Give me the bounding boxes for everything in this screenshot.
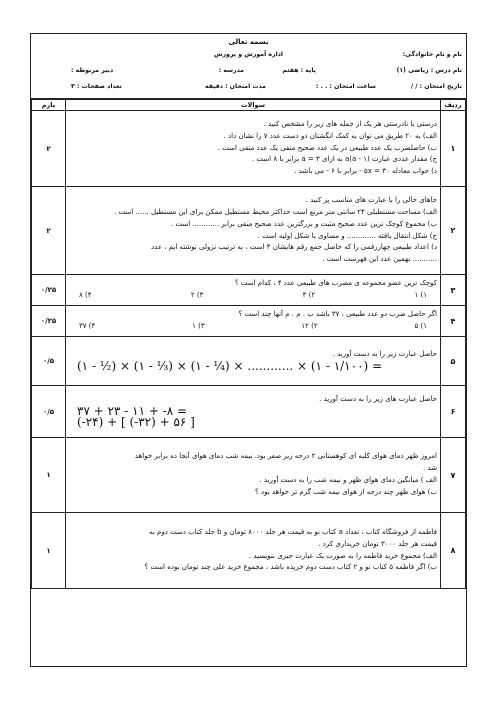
question-line: ب) هوای ظهر چند درجه از هوای نیمه شب گرم تر خواهد بود ؟ <box>255 487 437 496</box>
question-line: درستی یا نادرستی هر یک از جمله های زیر را مشخص کنید . <box>263 119 437 128</box>
question-score: ۰/۲۵ <box>32 306 66 337</box>
question-row <box>32 187 466 275</box>
exam-time-label: ساعت امتحان : . . : <box>315 83 376 90</box>
exam-header <box>31 34 466 99</box>
question-score: ۰/۵ <box>32 337 66 386</box>
question-line: فاطمه از فروشگاه کتاب ، تعداد a کتاب نو به قیمت هر جلد ۸۰۰۰ تومان و b جلد کتاب دست دوم به <box>149 527 437 536</box>
question-score: ۱ <box>32 438 66 513</box>
question-line: د) اعداد طبیعی چهاررقمی را که حاصل جمع رقم هایشان ۴ است ، به ترتیب نزولی نوشته ایم ، عدد <box>151 243 437 252</box>
question-line: ج) مقدار عددی عبارت a(a - ۱) به ازای a = ۳ برابر با ۸ است . <box>251 155 437 164</box>
answer-options <box>69 321 437 333</box>
school-label: مدرسه : <box>218 67 244 74</box>
question-line: اگر حاصل ضرب دو عدد طبیعی ، ۳۷ باشد ب . م . م آنها چند است ؟ <box>238 310 437 319</box>
question-line: ........... نهمین عدد این فهرست است . <box>322 255 437 264</box>
question-line: الف ) میانگین دمای هوای ظهر و نیمه شب را به دست آورید . <box>259 476 437 484</box>
question-number: ۶ <box>441 386 466 438</box>
question-line: ب) مجموع کوچک ترین عدد صحیح مثبت و بزرگترین عدد صحیح منفی برابر ............ است . <box>171 219 437 228</box>
subject-label: نام درس : ریاضی (۱) <box>396 67 462 74</box>
questions-column-header: سوالات <box>66 100 441 111</box>
question-line: جاهای خالی را با عبارت های مناسب پر کنید . <box>305 195 437 204</box>
question-text <box>66 306 441 337</box>
question-line: الف) مجموع خرید فاطمه را به صورت یک عبارت جبری بنویسید . <box>248 551 437 560</box>
question-text <box>66 438 441 513</box>
exam-date-label: تاریخ امتحان : / / <box>410 83 462 90</box>
duration-label: مدت امتحان : دقیقه <box>204 83 266 90</box>
question-text <box>66 386 441 438</box>
question-row <box>32 306 466 337</box>
question-score: ۱ <box>32 513 66 589</box>
question-line: ب) حاصلضرب یک عدد طبیعی در یک عدد صحیح منفی یک عدد منفی است . <box>217 143 437 152</box>
student-name-label: نام و نام خانوادگی: <box>402 51 462 58</box>
question-row <box>32 337 466 386</box>
question-number: ۵ <box>441 337 466 386</box>
option-2: ۲) ۴ <box>302 291 316 299</box>
question-text <box>66 111 441 187</box>
question-score: ۰/۵ <box>32 386 66 438</box>
question-line: ج) شکل انتقال یافته ............. و مساوی با شکل اولیه است . <box>257 231 437 240</box>
option-3: ۳) ۲ <box>190 291 204 299</box>
grade-label: پایه : هفتم <box>282 67 316 74</box>
question-text <box>66 187 441 275</box>
row-column-header: ردیف <box>441 100 466 111</box>
question-row <box>32 386 466 438</box>
math-expression: (۱ - ½) × (۱ - ⅓) × (۱ - ¼) × ............ × (۱ - ۱/۱۰۰) = <box>77 359 383 373</box>
question-score: ۲ <box>32 187 66 275</box>
question-text <box>66 513 441 589</box>
question-number: ۸ <box>441 513 466 589</box>
ministry-label: اداره آموزش و پرورش <box>214 51 283 58</box>
question-row <box>32 513 466 589</box>
question-row <box>32 111 466 187</box>
option-3: ۳) ۱ <box>192 322 205 330</box>
option-1: ۱) ۵ <box>414 322 427 330</box>
question-line: د) جواب معادله ۵x = ۳۰ - برابر با ۶ - می باشد . <box>294 167 437 176</box>
question-text <box>66 337 441 386</box>
question-text <box>66 275 441 306</box>
question-row <box>32 275 466 306</box>
question-line: حاصل عبارت های زیر را به دست آورید . <box>319 394 437 403</box>
question-row <box>32 438 466 513</box>
math-expression: ۳۷ + ۲۳ - ۱۱ + -۸ = <box>77 403 188 418</box>
question-number: ۷ <box>441 438 466 513</box>
option-4: ۴) ۳۷ <box>79 322 96 330</box>
option-2: ۲) ۱۲ <box>301 322 318 330</box>
table-header-row <box>32 100 466 111</box>
score-column-header: بارم <box>32 100 66 111</box>
question-line: الف) به ۲۰ طریق می توان به کمک انگشتان دو دست عدد ۷ را نشان داد . <box>223 131 437 140</box>
math-expression: (-۲۴) + [ (-۳۲) + ۵۶ ] <box>77 415 195 430</box>
question-line: امروز ظهر دمای هوای کلبه ای کوهستانی ۲ درجه زیر صفر بود. نیمه شب دمای هوای آنجا ده برابر خواهد <box>134 452 437 461</box>
question-number: ۱ <box>441 111 466 187</box>
question-line: ب) اگر فاطمه ۵ کتاب نو و ۲ کتاب دست دوم خریده باشد ، مجموع خرید علی چند تومان بوده است ؟ <box>144 563 437 572</box>
question-number: ۳ <box>441 275 466 306</box>
teacher-label: دبیر مربوطه : <box>71 67 114 74</box>
questions-table <box>31 99 466 589</box>
question-line: الف) مساحت مستطیلی ۲۴ سانتی متر مربع است حداکثر محیط مستطیل ممکن برای این مستطیل ...... است . <box>114 207 437 216</box>
question-line: کوچک ترین عضو مجموعه ی مضرب های طبیعی عدد ۴ ، کدام است ؟ <box>234 279 437 288</box>
answer-options <box>69 290 437 302</box>
option-1: ۱) ۱ <box>414 291 427 299</box>
bismillah: بسمه تعالی <box>228 38 269 46</box>
pages-count-label: تعداد صفحات : ۳ <box>71 83 122 90</box>
question-score: ۰/۲۵ <box>32 275 66 306</box>
question-line: قیمت هر جلد ۳۰۰۰ تومان خریداری کرد . <box>318 539 437 548</box>
exam-sheet <box>30 33 467 667</box>
question-number: ۴ <box>441 306 466 337</box>
question-line: حاصل عبارت زیر را به دست آورید . <box>332 350 437 359</box>
question-number: ۲ <box>441 187 466 275</box>
question-score: ۲ <box>32 111 66 187</box>
question-line: شد . <box>423 464 437 473</box>
option-4: ۴) ۸ <box>79 291 92 299</box>
